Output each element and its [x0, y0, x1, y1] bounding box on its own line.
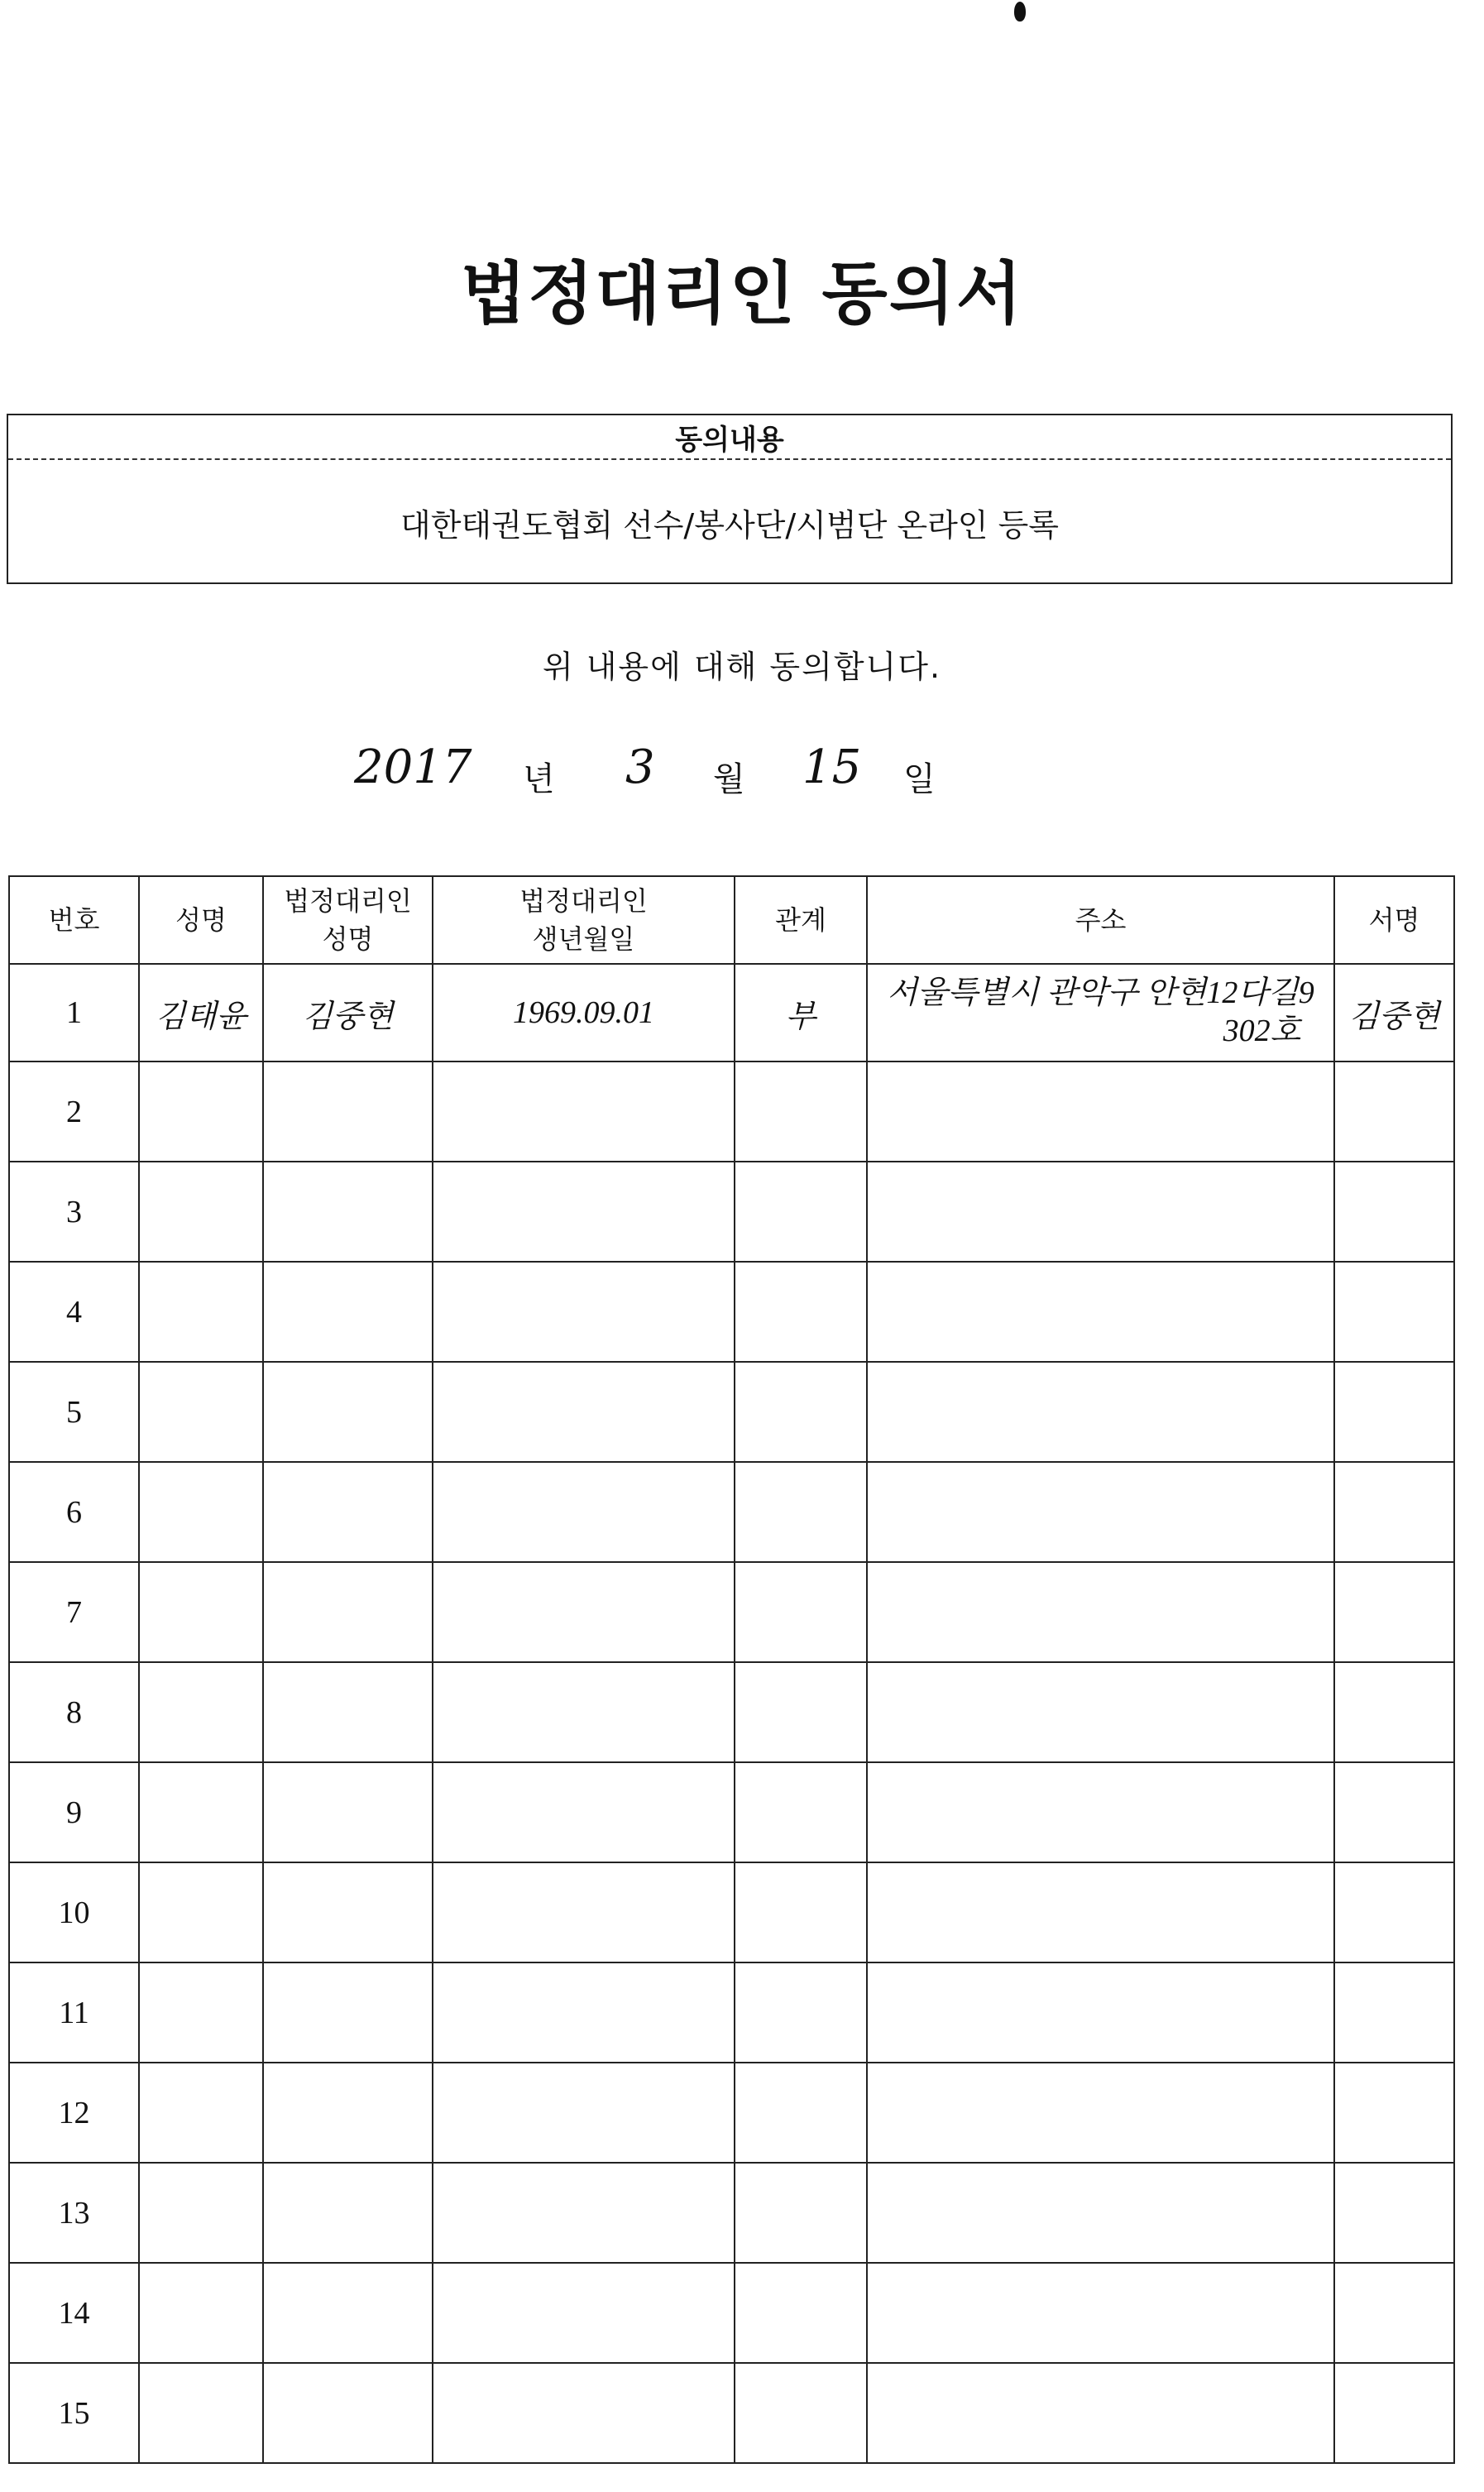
- row-name: [139, 2163, 263, 2263]
- date-month-label: 월: [713, 760, 745, 798]
- row-signature: [1334, 1362, 1454, 1462]
- row-name: [139, 1962, 263, 2063]
- header-guardian-birth: [433, 876, 735, 964]
- row-relation: 부: [735, 964, 867, 1061]
- table-row: [9, 1162, 1454, 1262]
- row-no: 2: [9, 1061, 139, 1162]
- row-guardian-name: [263, 1462, 433, 1562]
- row-relation: [735, 2063, 867, 2163]
- consent-content-box: [7, 414, 1453, 584]
- date-month-handwritten: 3: [625, 740, 655, 794]
- table-row: [9, 2063, 1454, 2163]
- row-guardian-name: [263, 2063, 433, 2163]
- row-relation: [735, 1262, 867, 1362]
- row-address: [867, 1162, 1334, 1262]
- row-name: [139, 2063, 263, 2163]
- document-title: 법정대리인 동의서: [460, 255, 1024, 333]
- table-header-row: [9, 876, 1454, 964]
- row-guardian-birth: [433, 1362, 735, 1462]
- row-no: 14: [9, 2263, 139, 2363]
- row-guardian-birth: [433, 2263, 735, 2363]
- row-signature: [1334, 1862, 1454, 1962]
- row-name: [139, 1862, 263, 1962]
- row-guardian-name: [263, 1862, 433, 1962]
- row-signature: [1334, 1462, 1454, 1562]
- header-guardian-birth-line1: 법정대리인: [519, 884, 648, 917]
- row-guardian-birth: [433, 2063, 735, 2163]
- row-guardian-birth: [433, 1962, 735, 2063]
- row-name: [139, 1462, 263, 1562]
- date-year-handwritten: 2017: [354, 740, 472, 794]
- row-address: [867, 1862, 1334, 1962]
- row-guardian-birth: [433, 1862, 735, 1962]
- row-guardian-name: [263, 1762, 433, 1862]
- row-address: [867, 2063, 1334, 2163]
- row-no: 1: [9, 964, 139, 1061]
- table-row: [9, 1262, 1454, 1362]
- row-relation: [735, 1762, 867, 1862]
- row-address-line2: 302호: [1223, 1014, 1301, 1048]
- table-row: [9, 1862, 1454, 1962]
- row-guardian-name: [263, 1662, 433, 1762]
- header-guardian-name: [263, 876, 433, 964]
- row-guardian-birth: [433, 1061, 735, 1162]
- row-no: 15: [9, 2363, 139, 2463]
- row-no: 9: [9, 1762, 139, 1862]
- row-signature: [1334, 1662, 1454, 1762]
- row-guardian-name: [263, 1362, 433, 1462]
- row-guardian-birth: [433, 2163, 735, 2263]
- row-signature: 김중현: [1334, 964, 1454, 1061]
- row-name: [139, 2263, 263, 2363]
- table-row: [9, 2163, 1454, 2263]
- ink-speck: [1014, 2, 1026, 22]
- row-relation: [735, 2363, 867, 2463]
- table-row: [9, 2363, 1454, 2463]
- row-name: [139, 1061, 263, 1162]
- row-no: 12: [9, 2063, 139, 2163]
- row-relation: [735, 1162, 867, 1262]
- row-address: [867, 1962, 1334, 2063]
- row-relation: [735, 1362, 867, 1462]
- row-relation: [735, 1562, 867, 1662]
- row-signature: [1334, 2363, 1454, 2463]
- row-guardian-name: [263, 1162, 433, 1262]
- row-guardian-name: [263, 1562, 433, 1662]
- header-relation: 관계: [735, 876, 867, 964]
- row-guardian-name: [263, 1061, 433, 1162]
- row-no: 6: [9, 1462, 139, 1562]
- row-no: 11: [9, 1962, 139, 2063]
- row-no: 3: [9, 1162, 139, 1262]
- table-row: [9, 1962, 1454, 2063]
- row-signature: [1334, 1162, 1454, 1262]
- row-address: [867, 1462, 1334, 1562]
- table-row: [9, 1462, 1454, 1562]
- row-relation: [735, 1462, 867, 1562]
- row-guardian-name: [263, 2263, 433, 2363]
- agreement-statement: 위 내용에 대해 동의합니다.: [542, 649, 942, 685]
- row-name: [139, 1662, 263, 1762]
- row-no: 5: [9, 1362, 139, 1462]
- row-relation: [735, 1662, 867, 1762]
- table-row: [9, 2263, 1454, 2363]
- consent-box-content: 대한태권도협회 선수/봉사단/시범단 온라인 등록: [400, 506, 1059, 544]
- row-name: [139, 1562, 263, 1662]
- header-name: 성명: [139, 876, 263, 964]
- header-address: 주소: [867, 876, 1334, 964]
- row-guardian-name: [263, 1962, 433, 2063]
- table-row: [9, 1362, 1454, 1462]
- row-no: 13: [9, 2163, 139, 2263]
- row-relation: [735, 1862, 867, 1962]
- row-name: [139, 1162, 263, 1262]
- row-name: [139, 2363, 263, 2463]
- row-guardian-birth: [433, 1262, 735, 1362]
- date-year-label: 년: [523, 760, 555, 798]
- row-address: [867, 1762, 1334, 1862]
- row-no: 10: [9, 1862, 139, 1962]
- header-guardian-name-line2: 성명: [322, 923, 374, 955]
- row-address: [867, 1262, 1334, 1362]
- row-address: [867, 2363, 1334, 2463]
- date-day-label: 일: [903, 760, 936, 798]
- row-guardian-birth: [433, 1562, 735, 1662]
- row-guardian-birth: [433, 1662, 735, 1762]
- row-signature: [1334, 2263, 1454, 2363]
- consent-box-heading: 동의내용: [8, 415, 1451, 460]
- row-address: [867, 2163, 1334, 2263]
- row-relation: [735, 2263, 867, 2363]
- row-signature: [1334, 2063, 1454, 2163]
- row-signature: [1334, 1762, 1454, 1862]
- header-guardian-name-line1: 법정대리인: [284, 884, 412, 917]
- table-row: [9, 1061, 1454, 1162]
- row-relation: [735, 1061, 867, 1162]
- row-signature: [1334, 1562, 1454, 1662]
- row-address: [867, 2263, 1334, 2363]
- row-no: 7: [9, 1562, 139, 1662]
- row-address: [867, 1662, 1334, 1762]
- row-guardian-name: 김중현: [263, 964, 433, 1061]
- row-address: [867, 964, 1334, 1061]
- row-guardian-birth: 1969.09.01: [433, 964, 735, 1061]
- row-name: [139, 1362, 263, 1462]
- guardian-table: [8, 875, 1455, 2464]
- header-guardian-birth-line2: 생년월일: [532, 923, 635, 955]
- table-row: [9, 1762, 1454, 1862]
- header-signature: 서명: [1334, 876, 1454, 964]
- row-guardian-birth: [433, 1162, 735, 1262]
- row-guardian-birth: [433, 1462, 735, 1562]
- row-relation: [735, 2163, 867, 2263]
- table-row: [9, 964, 1454, 1061]
- row-signature: [1334, 1262, 1454, 1362]
- row-signature: [1334, 2163, 1454, 2263]
- row-guardian-name: [263, 2163, 433, 2263]
- row-guardian-name: [263, 1262, 433, 1362]
- table-row: [9, 1662, 1454, 1762]
- header-no: 번호: [9, 876, 139, 964]
- row-guardian-birth: [433, 2363, 735, 2463]
- row-signature: [1334, 1061, 1454, 1162]
- row-address: [867, 1061, 1334, 1162]
- table-row: [9, 1562, 1454, 1662]
- row-relation: [735, 1962, 867, 2063]
- row-address-line1: 서울특별시 관악구 안현12다길9: [887, 975, 1314, 1011]
- row-no: 8: [9, 1662, 139, 1762]
- row-name: [139, 1762, 263, 1862]
- row-signature: [1334, 1962, 1454, 2063]
- date-day-handwritten: 15: [802, 740, 862, 794]
- row-name: [139, 1262, 263, 1362]
- row-address: [867, 1562, 1334, 1662]
- row-address: [867, 1362, 1334, 1462]
- row-no: 4: [9, 1262, 139, 1362]
- row-guardian-birth: [433, 1762, 735, 1862]
- row-guardian-name: [263, 2363, 433, 2463]
- row-name: 김태윤: [139, 964, 263, 1061]
